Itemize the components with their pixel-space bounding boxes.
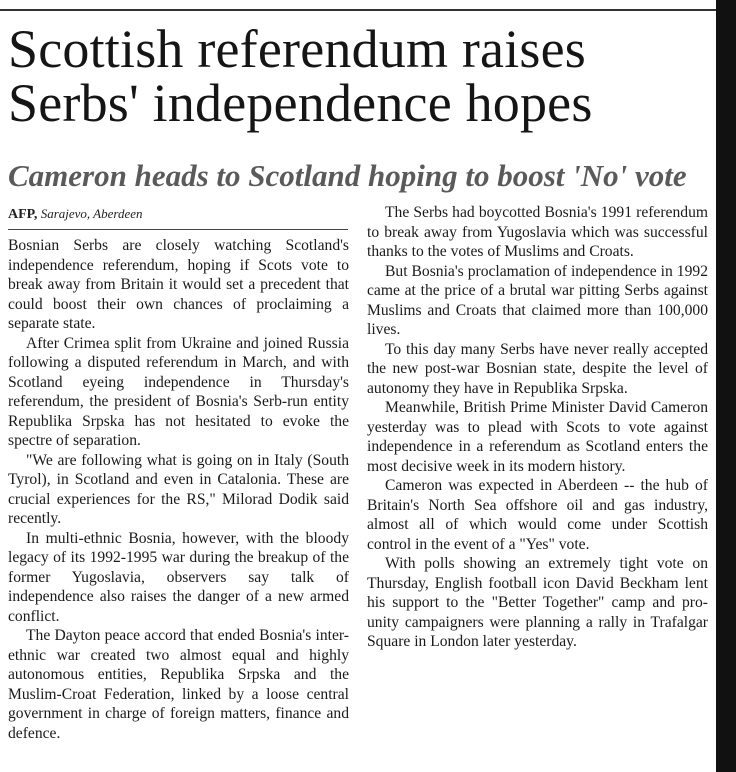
paragraph: Cameron was expected in Aberdeen -- the hub of Britain's North Sea offshore oil and gas industry, almost all of which would come under Scottish control in the event of a "Yes" vote. xyxy=(367,477,708,553)
byline-rule xyxy=(8,229,348,230)
right-edge-bar xyxy=(716,0,736,772)
headline: Scottish referendum raises Serbs' independence hopes xyxy=(8,19,593,133)
paragraph: The Dayton peace accord that ended Bosnia's inter-ethnic war created two almost equal and highly autonomous entities, Republika Srpska and the Muslim-Croat Federation, linked by a loose central government in charge of foreign matters, finance and defence. xyxy=(8,627,349,742)
top-rule xyxy=(0,9,716,11)
left-column xyxy=(8,236,349,743)
byline xyxy=(8,206,348,223)
paragraph: Bosnian Serbs are closely watching Scotland's independence referendum, hoping if Scots vote to break away from Britain it would set a precedent that could boost their own chances of proclaiming a separate state. xyxy=(8,237,349,332)
subheadline: Cameron heads to Scotland hoping to boost 'No' vote xyxy=(8,158,687,193)
byline-place: Sarajevo, Aberdeen xyxy=(40,206,143,221)
paragraph: After Crimea split from Ukraine and joined Russia following a disputed referendum in March, and with Scotland eyeing independence in Thursday's referendum, the president of Bosnia's Serb-run entity Republika Srpska has not hesitated to evoke the spectre of separation. xyxy=(8,334,349,449)
paragraph: With polls showing an extremely tight vote on Thursday, English football icon David Beckham lent his support to the "Better Together" camp and pro-unity campaigners were planning a rally in Trafalgar Square in London later yesterday. xyxy=(367,555,708,650)
byline-agency: AFP, xyxy=(8,207,38,222)
paragraph: The Serbs had boycotted Bosnia's 1991 referendum to break away from Yugoslavia which was successful thanks to the votes of Muslims and Croats. xyxy=(367,204,708,260)
right-column xyxy=(367,203,708,652)
paragraph: "We are following what is going on in Italy (South Tyrol), in Scotland and even in Catalonia. These are crucial experiences for the RS," Milorad Dodik said recently. xyxy=(8,451,349,527)
paragraph: But Bosnia's proclamation of independence in 1992 came at the price of a brutal war pitting Serbs against Muslims and Croats that claimed more than 100,000 lives. xyxy=(367,262,708,338)
paragraph: Meanwhile, British Prime Minister David Cameron yesterday was to plead with Scots to vote against independence in a referendum as Scotland enters the most decisive week in its modern history. xyxy=(367,399,708,475)
paragraph: In multi-ethnic Bosnia, however, with the bloody legacy of its 1992-1995 war during the breakup of the former Yugoslavia, observers say talk of independence also raises the danger of a new armed conflict. xyxy=(8,529,349,625)
paragraph: To this day many Serbs have never really accepted the new post-war Bosnian state, despite the level of autonomy they have in Republika Srpska. xyxy=(367,340,708,397)
